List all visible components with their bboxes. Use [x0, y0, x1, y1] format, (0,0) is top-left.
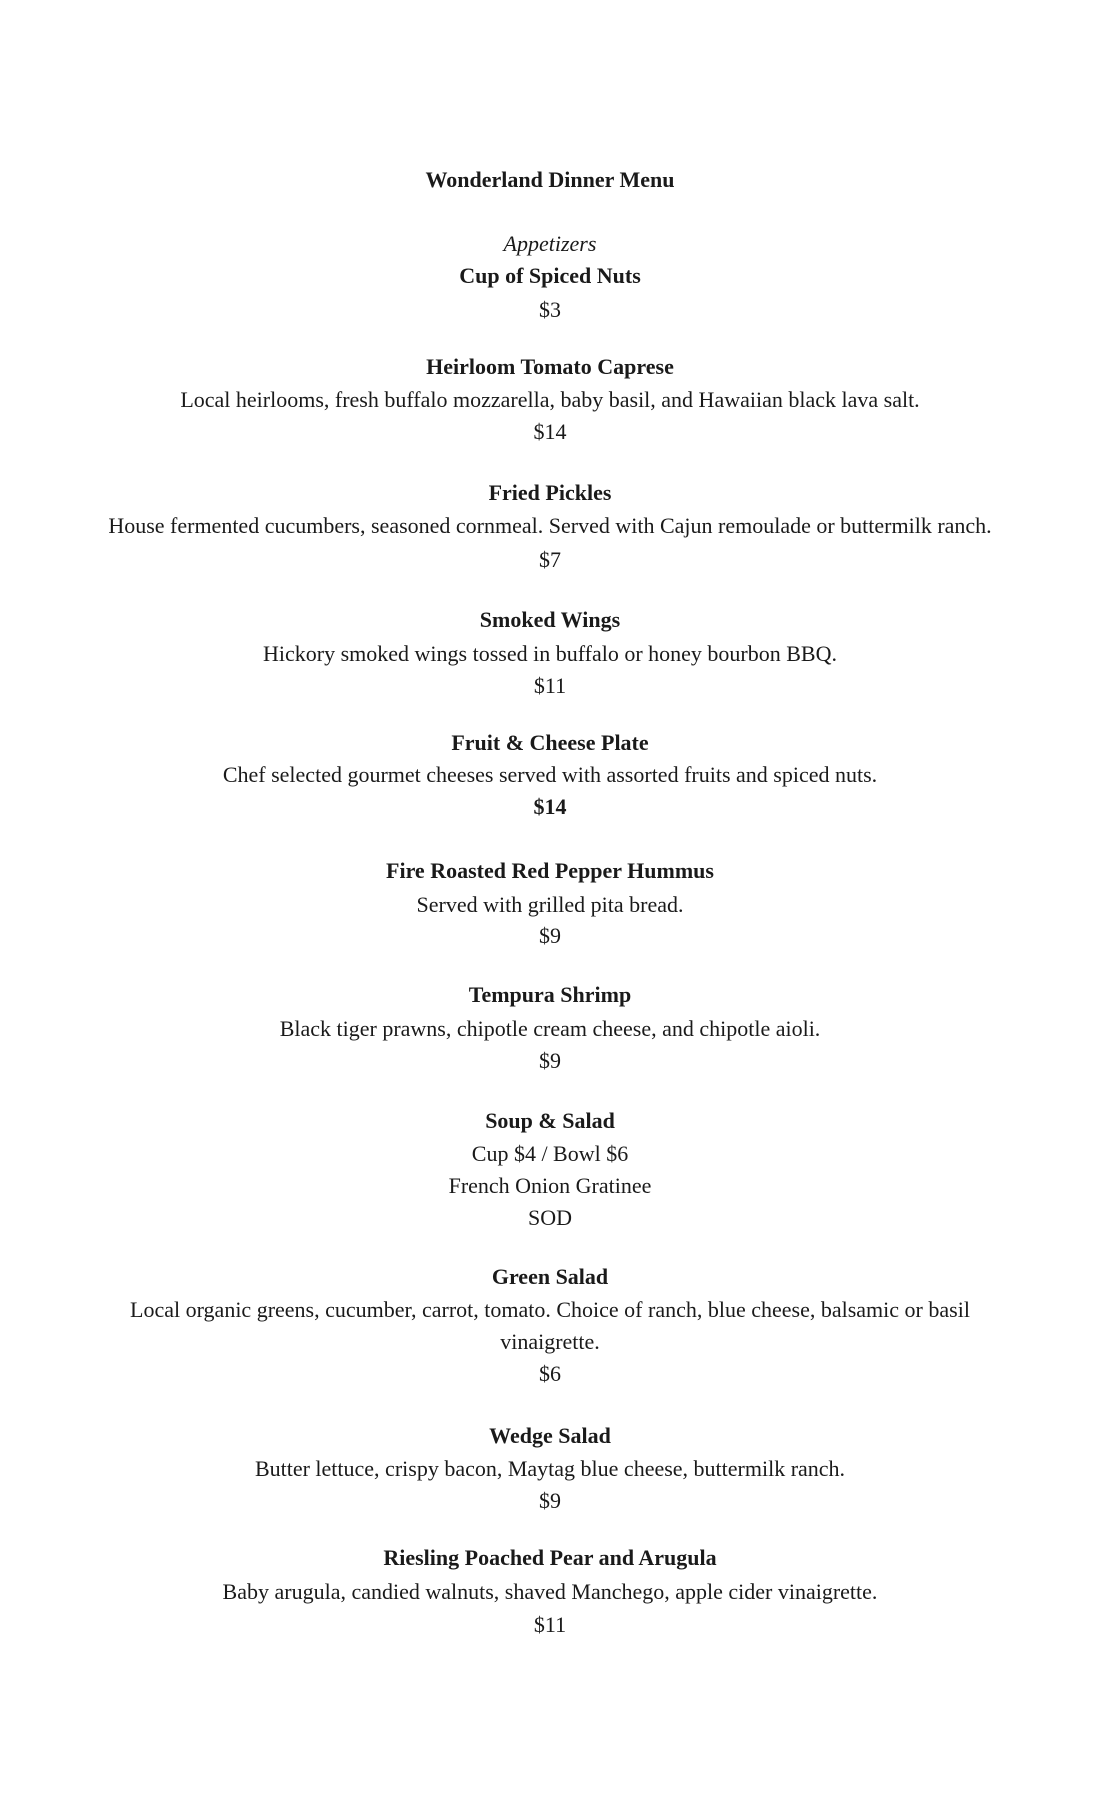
item-price: $9 [539, 1488, 561, 1513]
item-name: Fried Pickles [488, 480, 612, 505]
item-name: Riesling Poached Pear and Arugula [383, 1545, 717, 1570]
item-description: Black tiger prawns, chipotle cream cheese, and chipotle aioli. [279, 1016, 821, 1041]
item-description: Butter lettuce, crispy bacon, Maytag blue cheese, buttermilk ranch. [254, 1456, 846, 1481]
item-name: Green Salad [491, 1264, 609, 1289]
item-name: Cup of Spiced Nuts [459, 263, 641, 288]
item-description: Local organic greens, cucumber, carrot, tomato. Choice of ranch, blue cheese, balsamic or basil [130, 1297, 970, 1322]
item-description: Hickory smoked wings tossed in buffalo or honey bourbon BBQ. [263, 641, 837, 666]
item-detail-line: French Onion Gratinee [448, 1173, 652, 1198]
item-price: $11 [533, 673, 567, 698]
item-name: Smoked Wings [479, 607, 621, 632]
item-description: Served with grilled pita bread. [416, 892, 684, 917]
item-price: $14 [533, 794, 567, 819]
menu-title: Wonderland Dinner Menu [425, 167, 675, 192]
item-name: Tempura Shrimp [468, 982, 632, 1007]
item-price: $7 [539, 547, 561, 572]
item-name: Heirloom Tomato Caprese [426, 354, 674, 379]
item-name: Fire Roasted Red Pepper Hummus [386, 858, 714, 883]
item-description: Baby arugula, candied walnuts, shaved Manchego, apple cider vinaigrette. [222, 1579, 878, 1604]
item-price: $9 [539, 1048, 561, 1073]
section-heading: Appetizers [503, 231, 597, 256]
item-description: Local heirlooms, fresh buffalo mozzarella, baby basil, and Hawaiian black lava salt. [180, 387, 920, 412]
item-name: Wedge Salad [489, 1423, 611, 1448]
item-detail-line: SOD [527, 1205, 572, 1230]
item-price-line: Cup $4 / Bowl $6 [471, 1141, 629, 1166]
item-description: Chef selected gourmet cheeses served with assorted fruits and spiced nuts. [222, 762, 878, 787]
item-price: $11 [533, 1612, 567, 1637]
item-name: Soup & Salad [485, 1108, 615, 1133]
item-price: $6 [539, 1361, 561, 1386]
item-price: $9 [539, 923, 561, 948]
item-description: vinaigrette. [500, 1329, 600, 1354]
item-price: $14 [533, 419, 567, 444]
item-price: $3 [539, 297, 561, 322]
item-description: House fermented cucumbers, seasoned cornmeal. Served with Cajun remoulade or buttermilk ranch. [108, 513, 992, 538]
item-name: Fruit & Cheese Plate [451, 730, 649, 755]
